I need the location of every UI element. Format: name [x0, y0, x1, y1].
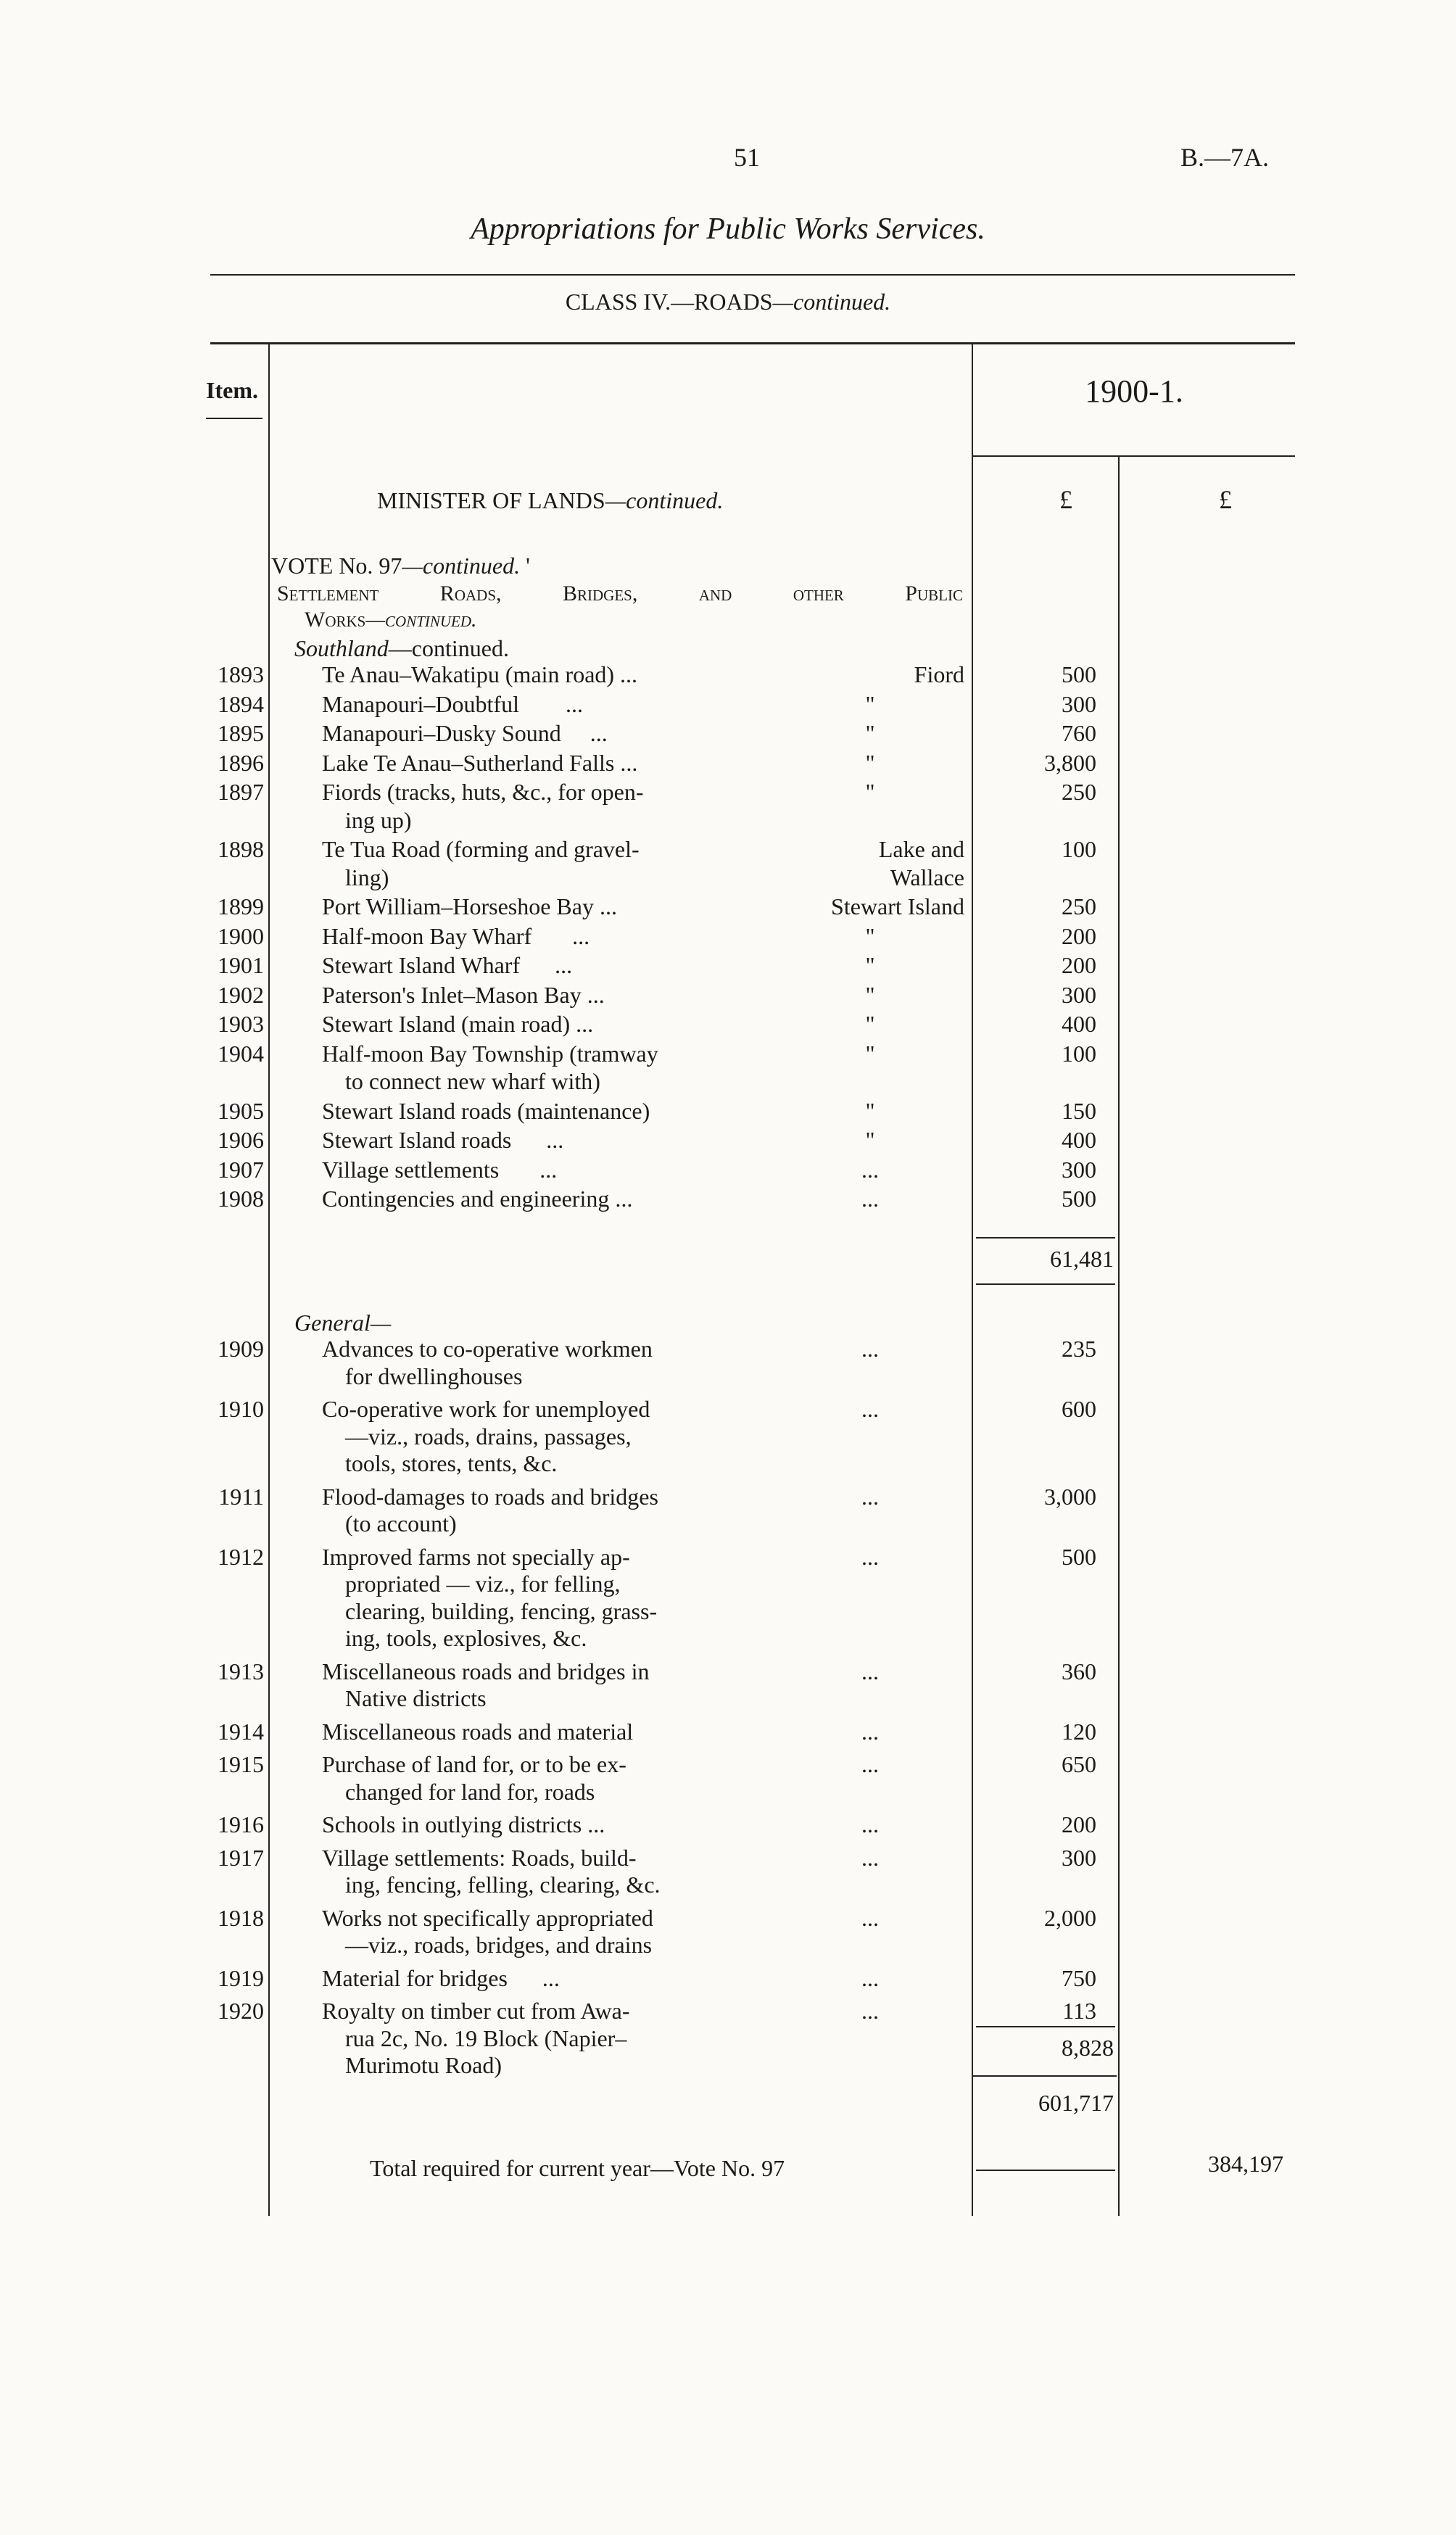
district: ...	[861, 1844, 879, 1871]
amount: 2,000	[1044, 1904, 1096, 1931]
amount: 200	[1062, 952, 1096, 978]
item-description: —viz., roads, drains, passages,	[345, 1423, 632, 1450]
amount: 650	[1062, 1751, 1096, 1777]
item-description: Manapouri–Dusky Sound ...	[322, 720, 608, 746]
southland-heading-main: Southland	[294, 635, 389, 661]
southland-total-rule	[976, 1283, 1115, 1285]
document-reference: B.—7A.	[1180, 143, 1270, 172]
district: ...	[861, 1964, 879, 1991]
item-description: Manapouri–Doubtful ...	[322, 690, 583, 717]
item-description: clearing, building, fencing, grass-	[345, 1597, 658, 1624]
amount: 3,800	[1044, 749, 1096, 776]
grand-total-bottom-rule	[976, 2170, 1115, 2171]
district: "	[865, 981, 875, 1008]
district: Wallace	[890, 864, 964, 890]
item-number: 1900	[218, 922, 264, 949]
item-number: 1905	[218, 1097, 264, 1124]
class-heading	[0, 289, 1456, 315]
page-title: Appropriations for Public Works Services.	[471, 212, 985, 246]
item-description: Improved farms not specially ap-	[322, 1543, 630, 1570]
item-number: 1917	[218, 1844, 264, 1871]
amount: 300	[1062, 690, 1096, 717]
district: Stewart Island	[831, 893, 964, 919]
item-number: 1902	[218, 981, 264, 1008]
amount: 300	[1062, 981, 1096, 1008]
vote-heading-continued: —continued.	[402, 553, 521, 579]
item-description: Fiords (tracks, huts, &c., for open-	[322, 779, 644, 805]
item-description: Miscellaneous roads and material	[322, 1718, 634, 1745]
item-description: ling)	[345, 864, 389, 890]
item-description: propriated — viz., for felling,	[345, 1571, 621, 1597]
item-number: 1898	[218, 836, 264, 862]
district: "	[865, 1097, 875, 1124]
item-description: rua 2c, No. 19 Block (Napier–	[345, 2025, 627, 2051]
amount: 750	[1062, 1964, 1096, 1991]
amount: 600	[1062, 1396, 1096, 1422]
item-number: 1915	[218, 1751, 264, 1777]
total-column-divider	[1118, 457, 1120, 2216]
item-number: 1920	[218, 1998, 264, 2024]
minister-heading	[377, 487, 723, 514]
item-number: 1894	[218, 690, 264, 717]
item-number: 1914	[218, 1718, 264, 1745]
southland-total: 61,481	[1050, 1246, 1114, 1272]
item-number: 1899	[218, 893, 264, 919]
district: ...	[861, 1543, 879, 1570]
item-description: Murimotu Road)	[345, 2052, 502, 2078]
item-number: 1896	[218, 749, 264, 776]
district: "	[865, 749, 875, 776]
district: "	[865, 690, 875, 717]
amount: 100	[1062, 1040, 1096, 1067]
district: "	[865, 1011, 875, 1037]
year-column-header: 1900-1.	[1085, 373, 1183, 409]
item-description: Schools in outlying districts ...	[322, 1811, 605, 1837]
item-description: for dwellinghouses	[345, 1362, 523, 1389]
item-description: Village settlements ...	[322, 1156, 558, 1183]
item-description: Stewart Island roads ...	[322, 1127, 564, 1153]
class-heading-main: CLASS IV.—ROADS	[565, 289, 773, 315]
district: ...	[861, 1811, 879, 1837]
district: "	[865, 922, 875, 949]
district: ...	[861, 1718, 879, 1745]
item-description: Half-moon Bay Wharf ...	[322, 922, 590, 949]
vote-subheading-line1: Settlement Roads, Bridges, and other Public	[277, 582, 963, 605]
item-number: 1904	[218, 1040, 264, 1067]
grand-total-rule	[973, 2075, 1117, 2077]
minister-heading-continued: —continued.	[605, 487, 724, 513]
amount: 100	[1062, 836, 1096, 862]
amount: 500	[1062, 661, 1096, 687]
amount: 360	[1062, 1658, 1096, 1684]
item-description: ing, tools, explosives, &c.	[345, 1625, 587, 1651]
item-number: 1903	[218, 1011, 264, 1037]
item-number: 1907	[218, 1156, 264, 1183]
item-description: Stewart Island Wharf ...	[322, 952, 573, 978]
item-number: 1910	[218, 1396, 264, 1422]
item-column-divider	[268, 344, 270, 2216]
item-description: changed for land for, roads	[345, 1778, 595, 1805]
general-heading: General—	[294, 1310, 392, 1336]
southland-heading	[294, 635, 509, 662]
vote-subheading-works: Works	[305, 608, 366, 632]
vote-heading	[271, 553, 530, 579]
item-description: Paterson's Inlet–Mason Bay ...	[322, 981, 605, 1008]
item-header-rule	[206, 418, 262, 419]
district: "	[865, 952, 875, 978]
amount: 500	[1062, 1186, 1096, 1212]
district: ...	[861, 1186, 879, 1212]
district: Lake and	[878, 836, 964, 862]
vote-subheading-line2	[305, 608, 477, 632]
item-description: Miscellaneous roads and bridges in	[322, 1658, 650, 1684]
item-number: 1908	[218, 1186, 264, 1212]
general-total: 8,828	[1062, 2035, 1114, 2061]
item-description: Material for bridges ...	[322, 1964, 560, 1991]
amount: 150	[1062, 1097, 1096, 1124]
district: ...	[861, 1658, 879, 1684]
item-description: Port William–Horseshoe Bay ...	[322, 893, 617, 919]
title-rule	[210, 274, 1295, 276]
year-header-rule	[972, 455, 1295, 457]
general-subtotal-rule	[976, 2026, 1115, 2027]
district: ...	[861, 1483, 879, 1510]
amount: 120	[1062, 1718, 1096, 1745]
item-number: 1912	[218, 1543, 264, 1570]
item-description: —viz., roads, bridges, and drains	[345, 1932, 653, 1958]
district: ...	[861, 1998, 879, 2024]
item-description: Advances to co-operative workmen	[322, 1336, 653, 1362]
vote-subheading-continued: —continued.	[365, 608, 477, 632]
district: "	[865, 779, 875, 805]
page-number: 51	[734, 143, 760, 172]
item-description: (to account)	[345, 1510, 457, 1537]
item-description: to connect new wharf with)	[345, 1068, 600, 1094]
item-description: Stewart Island (main road) ...	[322, 1011, 594, 1037]
amount-column-divider	[972, 344, 973, 2216]
item-description: Native districts	[345, 1685, 487, 1711]
grand-total: 601,717	[1038, 2090, 1114, 2116]
item-description: Flood-damages to roads and bridges	[322, 1483, 658, 1510]
total-required-label: Total required for current year—Vote No. 97	[370, 2155, 785, 2181]
item-description: Co-operative work for unemployed	[322, 1396, 650, 1422]
item-description: Te Anau–Wakatipu (main road) ...	[322, 661, 638, 687]
district: ...	[861, 1904, 879, 1931]
item-number: 1916	[218, 1811, 264, 1837]
item-description: ing up)	[345, 806, 412, 833]
amount: 200	[1062, 1811, 1096, 1837]
item-number: 1918	[218, 1904, 264, 1931]
item-description: Contingencies and engineering ...	[322, 1186, 633, 1212]
class-heading-continued: —continued.	[772, 289, 891, 315]
amount: 400	[1062, 1127, 1096, 1153]
item-description: Village settlements: Roads, build-	[322, 1844, 637, 1871]
district: ...	[861, 1751, 879, 1777]
item-description: Lake Te Anau–Sutherland Falls ...	[322, 749, 638, 776]
item-number: 1901	[218, 952, 264, 978]
vote-heading-main: VOTE No. 97	[271, 553, 402, 579]
amount: 400	[1062, 1011, 1096, 1037]
table-top-rule	[210, 342, 1295, 344]
item-description: Works not specifically appropriated	[322, 1904, 653, 1931]
item-number: 1913	[218, 1658, 264, 1684]
item-number: 1897	[218, 779, 264, 805]
item-description: Te Tua Road (forming and gravel-	[322, 836, 640, 862]
minister-heading-main: MINISTER OF LANDS	[377, 487, 605, 513]
item-description: Stewart Island roads (maintenance)	[322, 1097, 650, 1124]
item-number: 1893	[218, 661, 264, 687]
amount: 250	[1062, 779, 1096, 805]
amount: 235	[1062, 1336, 1096, 1362]
district: "	[865, 1127, 875, 1153]
amount: 3,000	[1044, 1483, 1096, 1510]
southland-subtotal-rule	[976, 1237, 1115, 1238]
total-required-amount: 384,197	[1208, 2151, 1283, 2177]
item-number: 1906	[218, 1127, 264, 1153]
currency-symbol-amount: £	[1059, 485, 1072, 514]
district: ...	[861, 1396, 879, 1422]
item-description: Half-moon Bay Township (tramway	[322, 1040, 658, 1067]
amount: 200	[1062, 922, 1096, 949]
amount: 250	[1062, 893, 1096, 919]
item-number: 1911	[218, 1483, 264, 1510]
item-description: tools, stores, tents, &c.	[345, 1450, 558, 1476]
district: "	[865, 1040, 875, 1067]
item-description: Purchase of land for, or to be ex-	[322, 1751, 626, 1777]
district: ...	[861, 1336, 879, 1362]
item-number: 1895	[218, 720, 264, 746]
amount: 500	[1062, 1543, 1096, 1570]
item-description: Royalty on timber cut from Awa-	[322, 1998, 630, 2024]
item-description: ing, fencing, felling, clearing, &c.	[345, 1872, 661, 1898]
southland-heading-continued: —continued.	[388, 635, 509, 661]
district: Fiord	[914, 661, 964, 687]
amount: 760	[1062, 720, 1096, 746]
district: "	[865, 720, 875, 746]
item-column-header: Item.	[206, 377, 258, 403]
item-number: 1909	[218, 1336, 264, 1362]
amount: 113	[1062, 1998, 1096, 2024]
amount: 300	[1062, 1844, 1096, 1871]
amount: 300	[1062, 1156, 1096, 1183]
vote-heading-mark: '	[526, 553, 530, 579]
item-number: 1919	[218, 1964, 264, 1991]
district: ...	[861, 1156, 879, 1183]
currency-symbol-total: £	[1219, 485, 1232, 514]
